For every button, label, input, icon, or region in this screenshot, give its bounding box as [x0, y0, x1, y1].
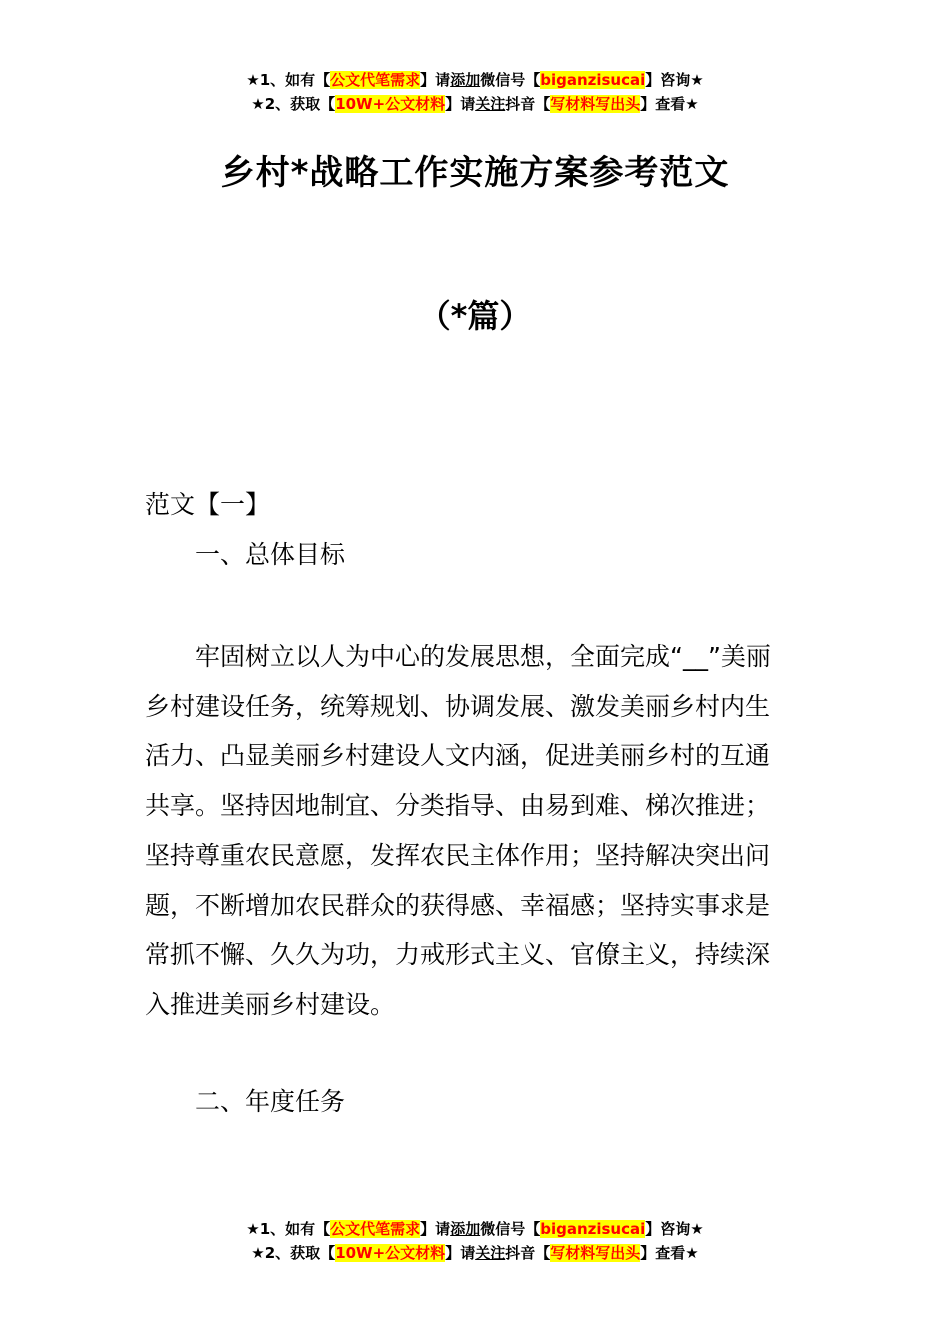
paragraph-line: 牢固树立以人为中心的发展思想，全面完成“__”美丽 — [145, 642, 771, 671]
section-label: 范文【一】 — [145, 490, 271, 519]
promo-underlined: 关注 — [475, 95, 506, 113]
promo-highlight: 公文代笔需求 — [330, 71, 421, 89]
promo-text: 】咨询★ — [645, 71, 704, 89]
promo-wechat-id: biganzisucai — [540, 1220, 646, 1238]
promo-text: 】查看★ — [640, 1244, 699, 1262]
promo-text: ★2、获取【 — [251, 1244, 336, 1262]
document-title: 乡村*战略工作实施方案参考范文 — [220, 153, 730, 193]
promo-footer — [0, 1217, 950, 1265]
document-subtitle: （*篇） — [418, 297, 532, 335]
promo-text: 微信号【 — [480, 71, 541, 89]
promo-text: 】请 — [445, 95, 476, 113]
promo-text: 】请 — [445, 1244, 476, 1262]
heading-overall-goal: 一、总体目标 — [195, 540, 346, 569]
paragraph-line: 题，不断增加农民群众的获得感、幸福感；坚持实事求是 — [145, 890, 771, 920]
promo-text: 微信号【 — [480, 1220, 541, 1238]
promo-line-2 — [0, 1241, 950, 1265]
promo-text: 】咨询★ — [645, 1220, 704, 1238]
promo-underlined: 添加 — [450, 71, 481, 89]
heading-annual-tasks: 二、年度任务 — [195, 1087, 346, 1116]
promo-highlight: 10W+公文材料 — [335, 1244, 446, 1262]
promo-text: 抖音【 — [505, 1244, 551, 1262]
paragraph-line: 常抓不懈、久久为功，力戒形式主义、官僚主义，持续深 — [145, 940, 771, 970]
promo-douyin-id: 写材料写出头 — [550, 95, 641, 113]
paragraph-line: 坚持尊重农民意愿，发挥农民主体作用；坚持解决突出问 — [145, 840, 771, 870]
promo-text: 】查看★ — [640, 95, 699, 113]
promo-wechat-id: biganzisucai — [540, 71, 646, 89]
promo-text: 抖音【 — [505, 95, 551, 113]
promo-text: 】请 — [420, 1220, 451, 1238]
promo-highlight: 10W+公文材料 — [335, 95, 446, 113]
paragraph-line: 活力、凸显美丽乡村建设人文内涵，促进美丽乡村的互通 — [145, 741, 771, 771]
promo-line-2 — [0, 92, 950, 116]
promo-text: ★2、获取【 — [251, 95, 336, 113]
promo-line-1 — [0, 1217, 950, 1241]
body-paragraph — [145, 632, 810, 1030]
promo-text: 】请 — [420, 71, 451, 89]
paragraph-line: 入推进美丽乡村建设。 — [145, 989, 396, 1019]
promo-underlined: 添加 — [450, 1220, 481, 1238]
promo-text: ★1、如有【 — [246, 1220, 331, 1238]
promo-highlight: 公文代笔需求 — [330, 1220, 421, 1238]
paragraph-line: 共享。坚持因地制宜、分类指导、由易到难、梯次推进； — [145, 791, 771, 821]
paragraph-line: 乡村建设任务，统筹规划、协调发展、激发美丽乡村内生 — [145, 691, 771, 721]
promo-douyin-id: 写材料写出头 — [550, 1244, 641, 1262]
promo-underlined: 关注 — [475, 1244, 506, 1262]
promo-line-1 — [0, 68, 950, 92]
promo-header — [0, 68, 950, 116]
promo-text: ★1、如有【 — [246, 71, 331, 89]
